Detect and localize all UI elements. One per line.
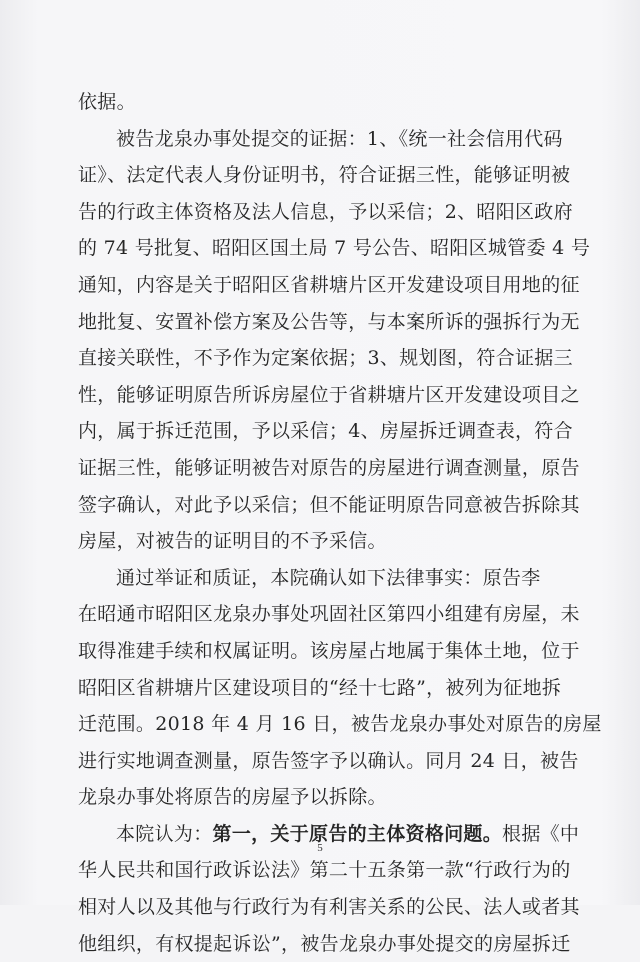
text-line: 华人民共和国行政诉讼法》第二十五条第一款“行政行为的	[78, 859, 571, 882]
document-body	[78, 84, 602, 962]
text-line: 房屋，对被告的证明目的不予采信。	[78, 530, 387, 553]
court-opinion-heading: 第一，关于原告的主体资格问题。	[212, 822, 503, 845]
text-line: 通过举证和质证，本院确认如下法律事实：原告李	[116, 566, 541, 589]
text-line: 进行实地调查测量，原告签字予以确认。同月 24 日，被告	[78, 749, 579, 772]
text-line: 告的行政主体资格及法人信息，予以采信；2、昭阳区政府	[78, 200, 573, 223]
text-line: 龙泉办事处将原告的房屋予以拆除。	[78, 786, 387, 809]
court-opinion-prefix: 本院认为：	[116, 822, 213, 845]
text-line: 的 74 号批复、昭阳区国土局 7 号公告、昭阳区城管委 4 号	[78, 237, 591, 260]
text-line: 签字确认，对此予以采信；但不能证明原告同意被告拆除其	[78, 493, 580, 516]
text-line: 证据三性，能够证明被告对原告的房屋进行调查测量，原告	[78, 456, 580, 479]
text-line: 迁范围。2018 年 4 月 16 日，被告龙泉办事处对原告的房屋	[78, 713, 602, 736]
text-line: 通知，内容是关于昭阳区省耕塘片区开发建设项目用地的征	[78, 273, 580, 296]
text-line: 他组织，有权提起诉讼”，被告龙泉办事处提交的房屋拆迁	[78, 932, 571, 955]
text-line: 地批复、安置补偿方案及公告等，与本案所诉的强拆行为无	[78, 310, 580, 333]
text-line: 内，属于拆迁范围，予以采信；4、房屋拆迁调查表，符合	[78, 420, 573, 443]
text-line: 证》、法定代表人身份证明书，符合证据三性，能够证明被	[78, 164, 571, 187]
text-line: 依据。	[78, 91, 136, 113]
page-number: 5	[317, 842, 323, 854]
text-line: 被告龙泉办事处提交的证据：1、《统一社会信用代码	[116, 127, 563, 150]
text-line: 直接关联性，不予作为定案依据；3、规划图，符合证据三	[78, 347, 573, 370]
text-line: 在昭通市昭阳区龙泉办事处巩固社区第四小组建有房屋，未	[78, 603, 580, 626]
text-line: 昭阳区省耕塘片区建设项目的“经十七路”，被列为征地拆	[78, 676, 562, 699]
court-opinion-suffix: 根据《中	[502, 822, 580, 845]
text-line: 性，能够证明原告所诉房屋位于省耕塘片区开发建设项目之	[78, 383, 580, 406]
text-line: 相对人以及其他与行政行为有利害关系的公民、法人或者其	[78, 896, 580, 919]
text-line: 取得准建手续和权属证明。该房屋占地属于集体土地，位于	[78, 639, 580, 662]
